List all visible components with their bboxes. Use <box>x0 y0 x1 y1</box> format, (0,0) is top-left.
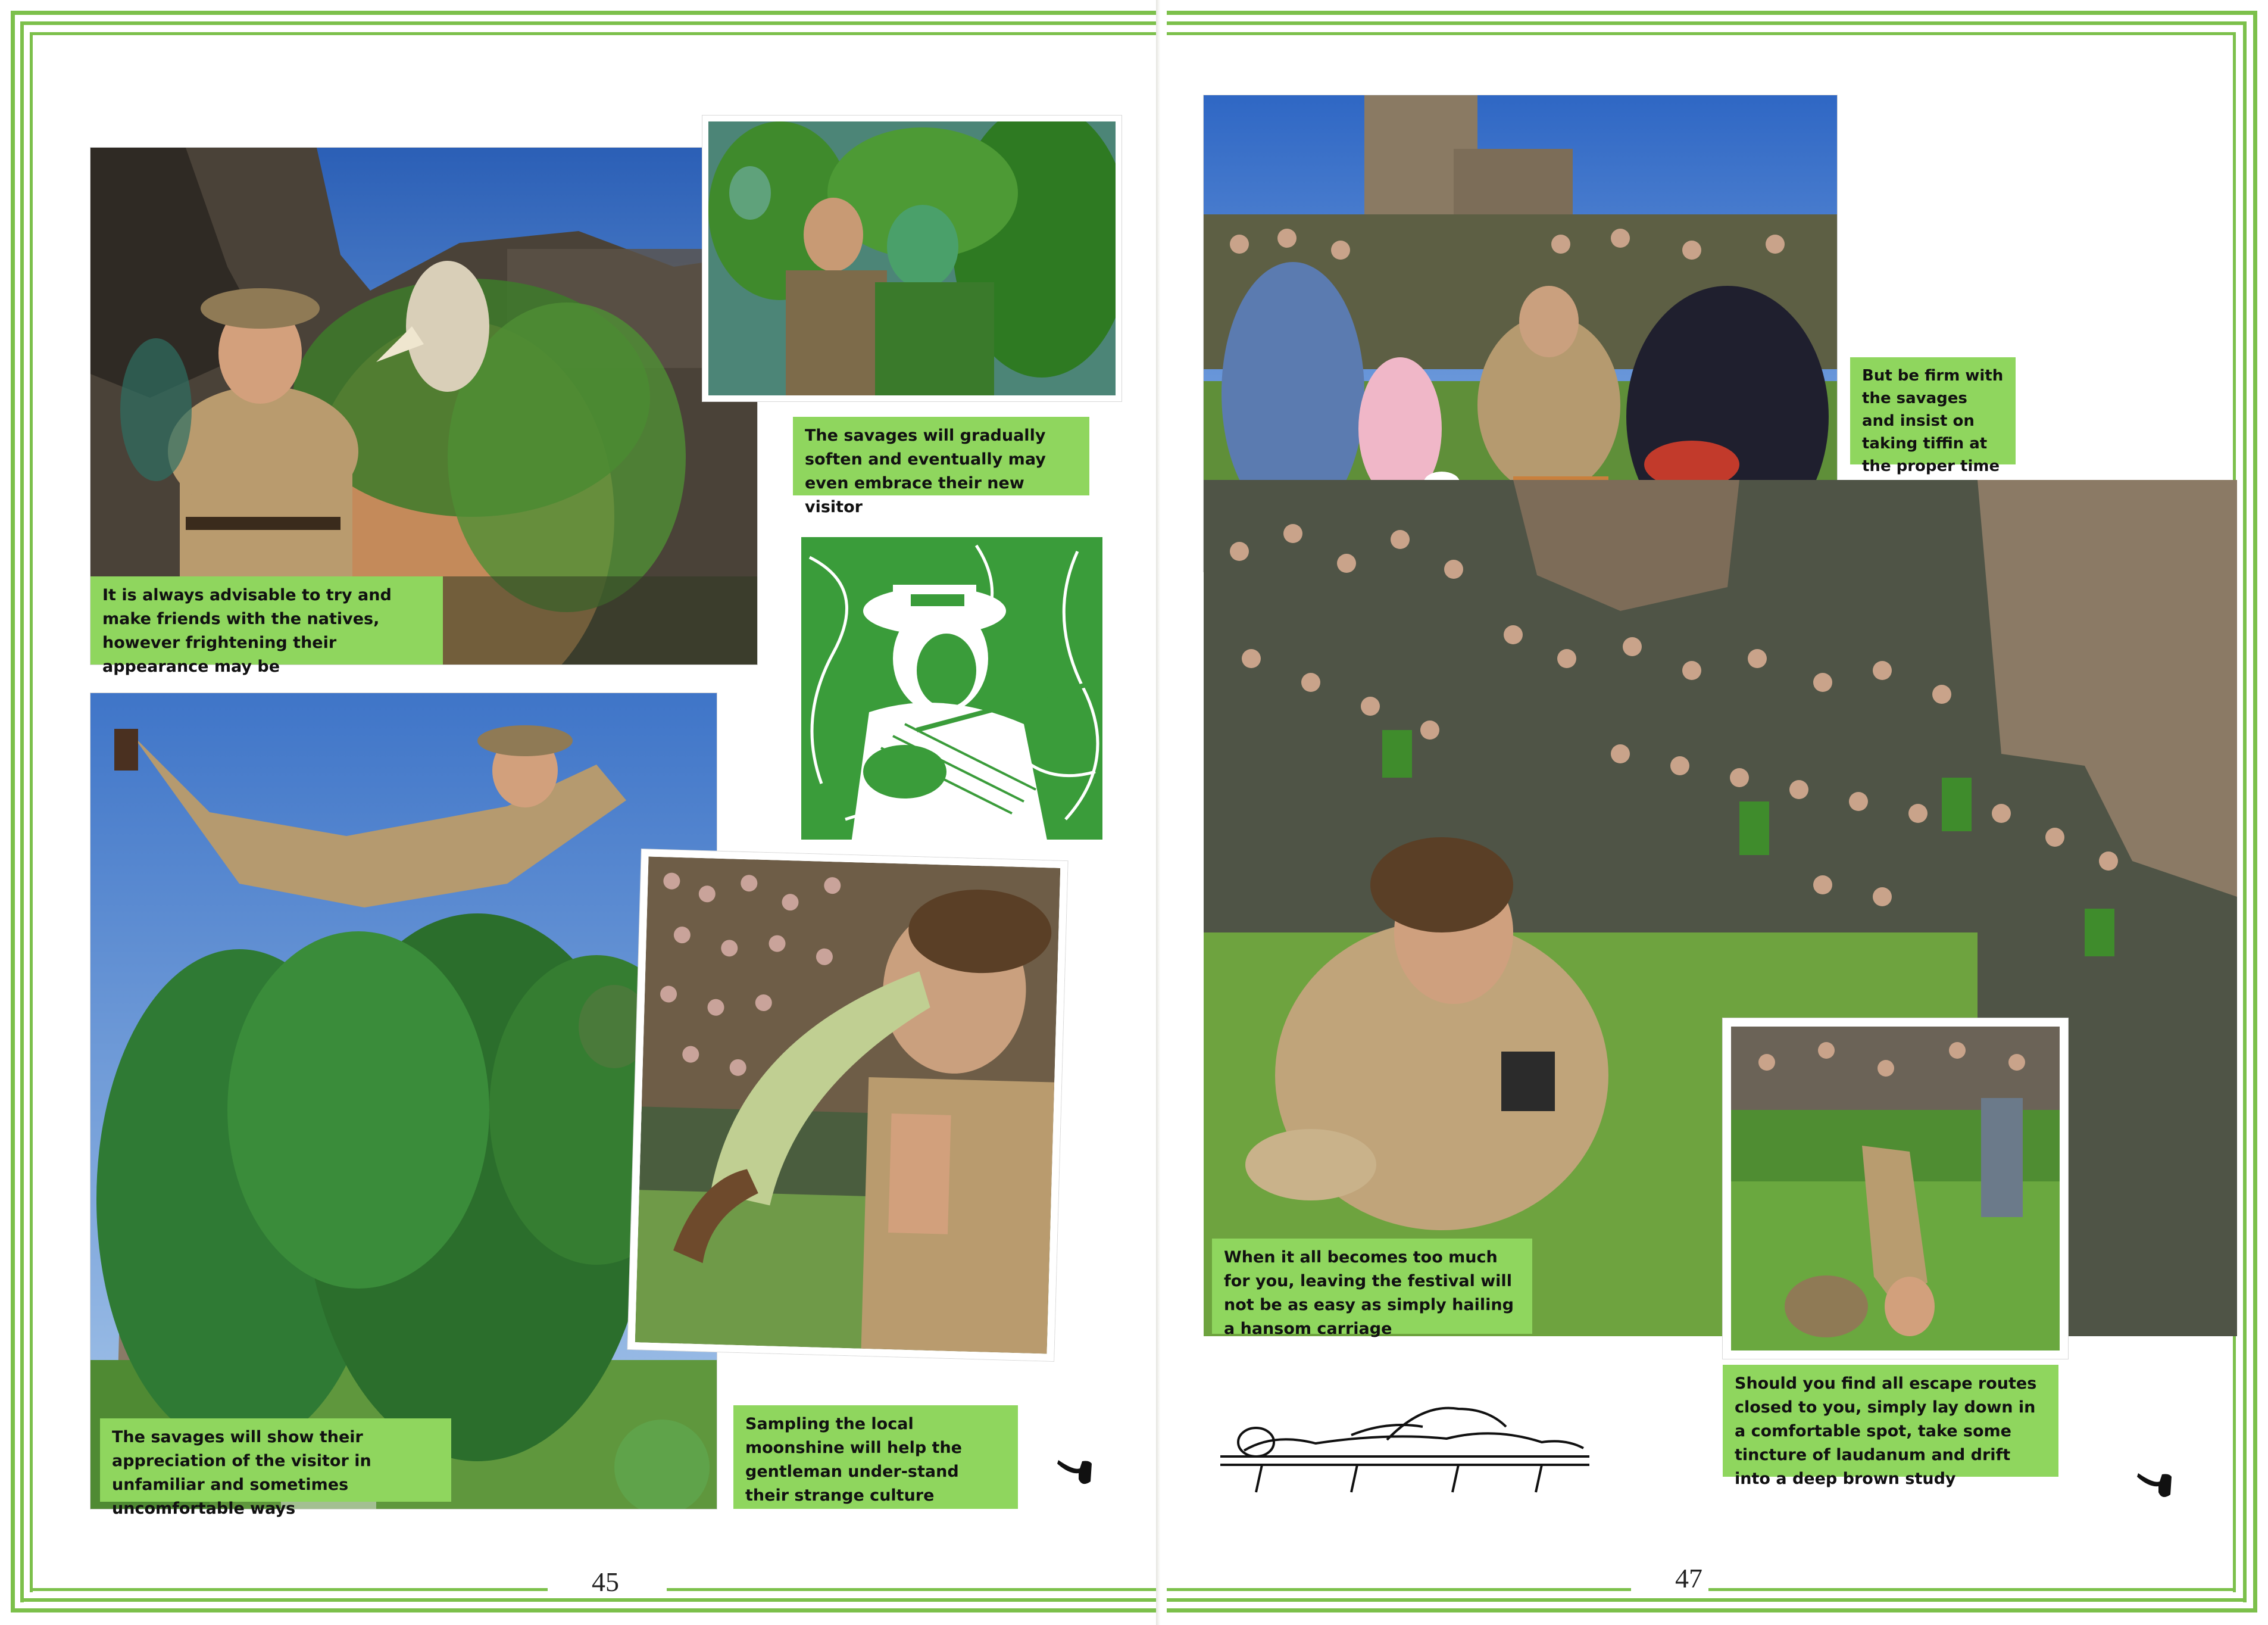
illustration-explorer-fiddle <box>798 534 1106 843</box>
border-line <box>1167 1608 2257 1612</box>
border-line <box>11 11 1157 15</box>
pipe-icon <box>1056 1453 1098 1489</box>
page-number: 45 <box>592 1567 619 1597</box>
photo-explorer-lying-down <box>1723 1018 2068 1359</box>
photo-crowd-at-ruins <box>1204 480 2237 1336</box>
border-line <box>667 1588 1157 1591</box>
caption-moonshine: Sampling the local moonshine will help the gentleman under-stand their strange culture <box>733 1405 1018 1509</box>
border-line <box>11 1608 1157 1612</box>
pipe-icon <box>2136 1466 2178 1502</box>
border-line <box>11 11 15 1612</box>
border-line <box>1167 1588 1631 1591</box>
border-line <box>1167 1598 2247 1602</box>
caption-natives: It is always advisable to try and make friends with the natives, however frightening their appearance may be <box>90 576 443 665</box>
border-line <box>2253 11 2257 1612</box>
page-number: 47 <box>1675 1563 1702 1593</box>
border-line <box>1167 32 2236 35</box>
caption-leaving: When it all becomes too much for you, leaving the festival will not be as easy as simply hailing a hansom carriage <box>1212 1239 1532 1334</box>
border-line <box>30 32 1157 35</box>
border-line <box>1167 11 2257 15</box>
border-line <box>20 1598 1157 1602</box>
caption-tiffin: But be firm with the savages and insist on taking tiffin at the proper time <box>1850 357 2016 464</box>
stretcher-illustration <box>1208 1391 1597 1504</box>
border-line <box>20 21 24 1602</box>
photo-green-savages-embrace <box>702 116 1121 401</box>
right-page <box>1161 0 2268 1625</box>
caption-embrace: The savages will gradually soften and eventually may even embrace their new visitor <box>793 417 1089 495</box>
border-line <box>2243 21 2247 1602</box>
border-line <box>30 32 33 1592</box>
border-line <box>1167 21 2247 25</box>
caption-escape: Should you find all escape routes closed to you, simply lay down in a comfortable spot, take some tincture of laudanum and drift into a deep brown study <box>1723 1365 2058 1477</box>
photo-drinking-moonshine-horn <box>627 849 1067 1361</box>
border-line <box>30 1588 548 1591</box>
photo-explorer-tossed-by-greenmen <box>90 693 717 1509</box>
caption-appreciation: The savages will show their appreciation of the visitor in unfamiliar and sometimes uncomfortable ways <box>100 1418 451 1502</box>
border-line <box>1708 1588 2236 1591</box>
border-line <box>20 21 1157 25</box>
